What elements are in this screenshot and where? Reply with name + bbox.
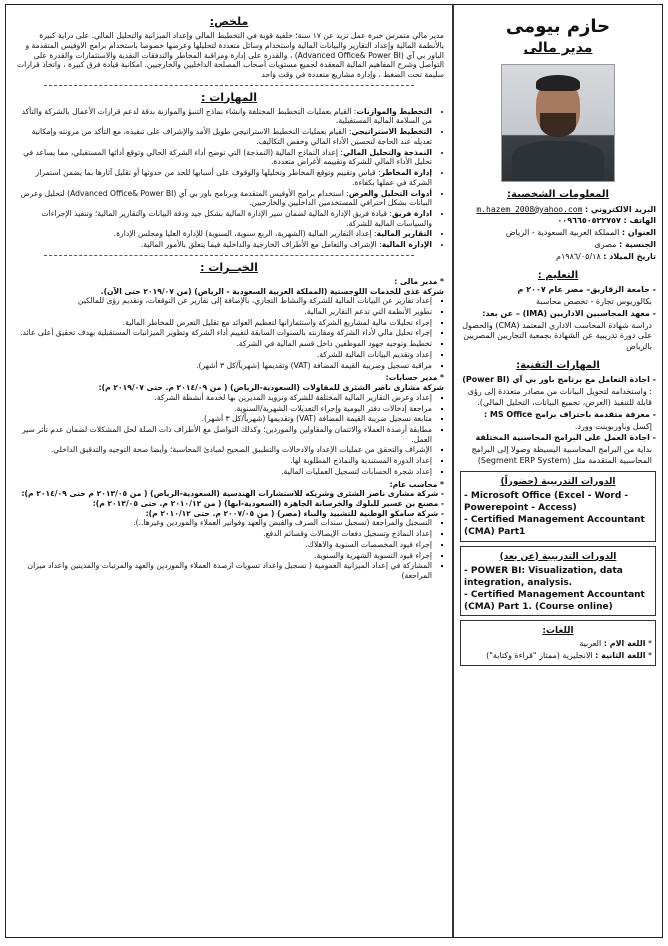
- languages-box: [460, 620, 656, 666]
- language-row-2: * اللغة الثانية : الانجليزية (ممتاز "قراءة وكتابة"): [486, 651, 652, 661]
- tech-skill-2-body: إكسل وباوربوينت وورد.: [574, 421, 652, 431]
- duty-item: ▪ التسجيل والمراجعة (تسجيل سندات الصرف والقبض والعهد وفواتير العملاء والموردين وغيرها..).: [14, 518, 432, 528]
- photo-beard-shape: [540, 113, 576, 137]
- job-1-company: شركة غذى للخدمات اللوجستية (المملكة العربية السعودية - الرياض) (من ٢٠١٩/٠٧ حتى الآن).: [100, 286, 444, 296]
- duty-item: ▪ إجراء قيود التسوية الشهرية والسنوية.: [14, 551, 432, 561]
- skill-item: [14, 229, 432, 239]
- duty-item: ▪ مطابقة أرصدة العملاء والائتمان والمقاولين والموردين؛ وكذلك التواصل مع الأطراف ذات الصلة لحل المشكلات لضمان عدم تأثر سير العمل.: [14, 425, 432, 444]
- skill-item: [14, 168, 432, 187]
- job-1-role: * مدير مالى :: [394, 276, 444, 286]
- personal-info-title: المعلومات الشخصية:: [507, 189, 609, 201]
- address-value: المملكة العربية السعودية - الرياض: [505, 228, 620, 238]
- phone-label: الهاتف :: [623, 216, 656, 226]
- tech-skill-1-head-text: اجادة التعامل مع برنامج باور بي آي (Power BI): [462, 375, 650, 385]
- skill-item-head: التخطيط والموازنات: [356, 106, 432, 116]
- skill-item-head: التقارير المالية: [376, 229, 432, 239]
- education-item-1-body: بكالوريوس تجارة - تخصص محاسبة: [535, 296, 652, 306]
- dob-value: ١٩٨٦/٠٥/١٨م: [556, 251, 601, 261]
- address-row: [460, 228, 656, 239]
- tech-skill-3-head: - اجادة العمل على البرامج المحاسبية المختلفة: [475, 433, 656, 443]
- nationality-row: [460, 240, 656, 251]
- skills-list: [14, 107, 444, 250]
- skill-item-head: إدارة المخاطر: [380, 168, 432, 178]
- resume-main: [6, 5, 452, 937]
- section-divider: [44, 255, 414, 256]
- job-3-company: - شركة مشارى ناصر الشثرى وشريكه للاستشارات الهندسية (السعودية-الرياض) ( من ٢٠١٣/٠٥ م حتى ٢٠١٤/٠٩ م):: [21, 489, 444, 499]
- tech-skill-2-head: - معرفة متقدمة باحتراف برامج MS Office :: [483, 409, 656, 419]
- course-online-item: - Certified Management Accountant (CMA) Part 1. (Course online): [464, 589, 645, 613]
- tech-skill-2-head-text: معرفة متقدمة باحتراف برامج MS Office :: [483, 409, 650, 419]
- photo-body-shape: [512, 141, 604, 181]
- skill-item-body: : قياس وتقييم وتوقع المخاطر وتحليلها والوقوف على أسبابها للحد من حدوثها أو تقليل آثارها بما يضمن استمرار الشركة في عملها بكفاءة.: [35, 168, 432, 187]
- profile-photo: [501, 64, 615, 182]
- skill-item-body: : إعداد النماذج المالية (النمذجة) التي توضح أداء الشركة الحالي وتوقع أدائها المستقبلي، مما يساعد في تحليل الأداء المالي للشركة وتقييمه لأغراض متعددة.: [23, 147, 432, 167]
- nationality-value: مصرى: [594, 240, 617, 250]
- education-item-1-head: - جامعة الزقازيق– مصر عام ٢٠٠٧ م: [517, 285, 656, 295]
- duty-item: ▪ تطوير الأنظمة التي تدعم التقارير المالية.: [14, 307, 432, 317]
- skill-item-body: : قيادة فريق الإدارة المالية لضمان سير الإدارة المالية بشكل جيد ودقة البيانات والتقارير المالية؛ وتنفيذ الإجراءات والسياسات المالية للشركة.: [41, 208, 432, 228]
- tech-skill-3-head-text: اجادة العمل على البرامج المحاسبية المختلفة: [475, 433, 650, 443]
- skill-item: [14, 189, 432, 208]
- photo-hair-shape: [536, 75, 580, 91]
- duty-item: ▪ متابعة تسجيل ضريبة القيمة المضافة (VAT) وتقديمها (شهرياً/كل ٣ أشهر).: [14, 414, 432, 424]
- skill-item: [14, 240, 432, 250]
- tech-skill-1-head: - اجادة التعامل مع برنامج باور بي آي (Power BI): [462, 375, 656, 385]
- duty-item: ▪ إعداد وعرض التقارير المالية المختلفة للشركة وتزويد المديرين بها لخدمة أنشطة الشركة.: [14, 393, 432, 403]
- education-item-1-head-text: جامعة الزقازيق– مصر عام ٢٠٠٧ م: [517, 285, 650, 295]
- job-3-company-3: - شركة سامكو الوطنية للتشييد والبناء (مصر) ( من ٢٠٠٧/٠٥ م. حتى ٢٠١٠/١٢ م):: [145, 508, 444, 518]
- email-link[interactable]: m.hazem_2008@yahoo.com: [476, 204, 583, 214]
- duty-item: ▪ إجراء قيود المخصصات السنوية والاهلاك.: [14, 540, 432, 550]
- skill-item-head: النمذجة والتحليل المالي: [342, 147, 432, 157]
- duty-item: ▪ الإشراف والتحقق من عمليات الإعداد والادخالات والتطبيق الصحيح لمبادئ المحاسبة؛ وأيضا صحة التوجيه والتدقيق الداخلي.: [14, 445, 432, 455]
- phone-value: ٠٠٩٦٦٥٠٥٢٢٧٥٧: [557, 216, 621, 226]
- skill-item-body: : استخدام برامج الأوفيس المتقدمة وبرنامج باور بي آي (Advanced Office& Power BI) لتحليل وعرض البيانات بشكل احترافي للمستخدمين الداخليين والخارجيين.: [20, 188, 432, 208]
- email-label: البريد الالكتروني :: [584, 204, 656, 214]
- resume-page: [5, 4, 663, 938]
- section-divider: [44, 85, 414, 86]
- languages-title: اللغات:: [542, 626, 574, 637]
- tech-skill-1-body: : واستخدامه لتحويل البيانات من مصادر متعددة إلى رؤى قابلة للتنفيذ (العرض، تجميع البيانات، التحليل المالي).: [467, 387, 652, 408]
- language-1-label: اللغة الام :: [603, 639, 646, 649]
- skill-item-body: : الإشراف والتعامل مع الأطراف الخارجية والداخلية فيما يتعلق بالأمور المالية.: [140, 240, 382, 250]
- language-1-value: العربية: [579, 639, 602, 649]
- courses-onsite-box: [460, 471, 656, 542]
- tech-skills-title: المهارات التقنية:: [516, 359, 600, 371]
- skill-item: [14, 127, 432, 146]
- duty-item: ▪ إعداد شجرة الحسابات لتسجيل العمليات المالية.: [14, 467, 432, 477]
- duty-item: ▪ تخطيط وتوجيه جهود الموظفين داخل قسم المالية في الشركة.: [14, 339, 432, 349]
- job-3-role: * محاسب عام:: [389, 479, 444, 489]
- duty-item: ▪ إعداد النماذج وتسجيل دفعات الإيصالات وقسائم الدفع.: [14, 529, 432, 539]
- skill-item: [14, 209, 432, 228]
- duty-item: ▪ إعداد الدورة المستندية والنماذج المطلوبة لها.: [14, 456, 432, 466]
- dob-row: [460, 252, 656, 263]
- skill-item-head: ادارة فريق: [392, 208, 432, 218]
- job-1-duties: [14, 296, 444, 370]
- course-onsite-item: - Microsoft Office (Excel - Word - Powerepoint - Access): [464, 490, 629, 514]
- language-2-label: اللغة الثانية :: [595, 651, 646, 661]
- education-item-2-head-text: معهد المحاسبين الاداريين (IMA) – عن بعد:: [482, 308, 650, 318]
- duty-item: ▪ إعداد تقارير عن البيانات المالية للشركة والنشاط التجاري، بالإضافة إلى تقارير عن التوقعات، وتقديم رؤى للمالكين: [14, 296, 432, 306]
- email-row: [460, 205, 656, 216]
- candidate-name: حازم بيومى: [505, 16, 611, 37]
- language-row-1: * اللغة الام : العربية: [579, 639, 652, 649]
- courses-online-box: [460, 546, 656, 617]
- skill-item: [14, 148, 432, 167]
- language-2-value: الانجليزية (ممتاز "قراءة وكتابة"): [486, 651, 593, 661]
- tech-skill-3-body: بداية من البرامج المحاسبية البسيطة وصولا إلى البرامج المحاسبية المتقدمة مثل (Segment ERP System): [471, 445, 652, 466]
- skill-item-head: التخطيط الاستراتيجي: [351, 127, 432, 137]
- education-item-2-head: - معهد المحاسبين الاداريين (IMA) – عن بعد:: [482, 308, 656, 318]
- phone-row: [460, 216, 656, 227]
- experience-title: الخبــرات :: [200, 260, 258, 274]
- job-2-role: * مدير حسابات:: [385, 373, 444, 383]
- duty-item: ▪ إعداد وتقديم البيانات المالية للشركة.: [14, 350, 432, 360]
- duty-item: ▪ مراجعة إدخالات دفتر اليومية وإجراء التعديلات الشهرية/السنوية.: [14, 404, 432, 414]
- skill-item-head: الإدارة المالية: [381, 240, 432, 250]
- nationality-label: الجنسية :: [618, 240, 656, 250]
- course-onsite-item: - Certified Management Accountant (CMA) Part1: [464, 515, 645, 538]
- education-item-2-body: دراسة شهادة المحاسب الاداري المعتمد (CMA) والحصول على دورة تدريبية عن الشهادة بجمعية التجاريين المصريين بالرياض: [462, 320, 652, 352]
- job-3-company-2: - مصنع بن عسير للبلوك والخرسانة الجاهزة (السعودية-ابها) ( من ٢٠١٠/١٢ م. حتى ٢٠١٣/٠٥ م):: [92, 498, 444, 508]
- skill-item: [14, 107, 432, 126]
- candidate-job-title: مدير مالى: [523, 40, 593, 57]
- dob-label: تاريخ الميلاد :: [603, 251, 656, 261]
- courses-onsite-title: الدورات التدريبية (حضوراً): [500, 476, 616, 487]
- job-2-duties: [14, 393, 444, 477]
- courses-online-title: الدورات التدريبية (عن بعد): [499, 551, 617, 562]
- course-online-item: - POWER BI: Visualization, data integration, analysis.: [464, 565, 623, 588]
- skill-item-body: : إعداد التقارير المالية (الشهرية، الربع سنوية، السنوية) للإدارة العليا ومجلس الإدارة.: [113, 229, 377, 239]
- skill-item-body: : القيام بعمليات التخطيط الاستراتيجي طويل الأمد والإشراف على تنفيذه، مع التأكد من مرونته وإمكانية تعديله عند الحاجة لتحسين الأداء المالي وخفض التكاليف.: [31, 127, 432, 146]
- duty-item: ▪ مراقبة تسجيل وضريبة القيمة المضافة (VAT) وتقديمها (شهرياً/كل ٣ أشهر).: [14, 361, 432, 371]
- address-label: العنوان :: [621, 228, 656, 238]
- resume-sidebar: [452, 5, 662, 937]
- duty-item: ▪ إجراء تحليلات مالية لمشاريع الشركة واستثماراتها لتعظيم العوائد مع تقليل التعرض للمخاطر المالية.: [14, 318, 432, 328]
- duty-item: ▪ المشاركة في إعداد الميزانية العمومية ( تسجيل واعداد تسويات ارصدة العملاء والموردين والعهد والمرتبات والمدينين واعداد ميزان المراجعة): [14, 561, 432, 580]
- job-3-duties: [14, 518, 444, 580]
- duty-item: ▪ إجراء تحليل مالي لأداء الشركة ومقارنته بالسنوات السابقة لتقييم أداء الشركة وتطوير الميزانيات المستقبلية بهدف تحقيق أعلى عائد.: [14, 328, 432, 338]
- education-title: التعليم :: [537, 269, 579, 281]
- skill-item-body: : القيام بعمليات التخطيط المختلفة وانشاء نماذج التنبؤ والموازنة بدقة لدعم قرارات الأعمال بالشركة والتأكد من السلامة المالية المستقبلية.: [21, 106, 432, 126]
- summary-text: مدير مالي متمرس خبرة عمل تزيد عن ١٧ سنة؛ خلفية قوية في التخطيط المالي وإعداد الميزانية والتحليل المالي. على دراية كبيرة بالأنظمة المالية وإعداد التقارير والبيانات المالية واستخدام وسائل متعددة لتحليلها وعرضها خصوصا باستخدام برامج الاوفيس المتقدمة و الباور بي آي (Advanced Office& Power BI) ، والقدرة على إدارة ومراقبة المخاطر والتدفقات النقدية والاستثمارات والقدرة على التواصل وشرح المفاهيم المالية المعقدة لجميع مستويات أصحاب المصلحة الداخليين والخارجيين. امكانية قيادة فرق كبيرة ، واتخاذ قرارات سليمة تحت الضغط ، وإدارة مشاريع متعددة في وقت واحد: [16, 31, 444, 79]
- summary-title: ملخص:: [209, 15, 249, 28]
- skills-title: المهارات :: [200, 90, 258, 104]
- skill-item-head: أدوات التحليل والعرض: [348, 188, 432, 198]
- job-2-company: شركة مشارى ناصر الشثرى للمقاولات (السعودية-الرياض) ( من ٢٠١٤/٠٩ م. حتى ٢٠١٩/٠٧ م):: [98, 383, 444, 393]
